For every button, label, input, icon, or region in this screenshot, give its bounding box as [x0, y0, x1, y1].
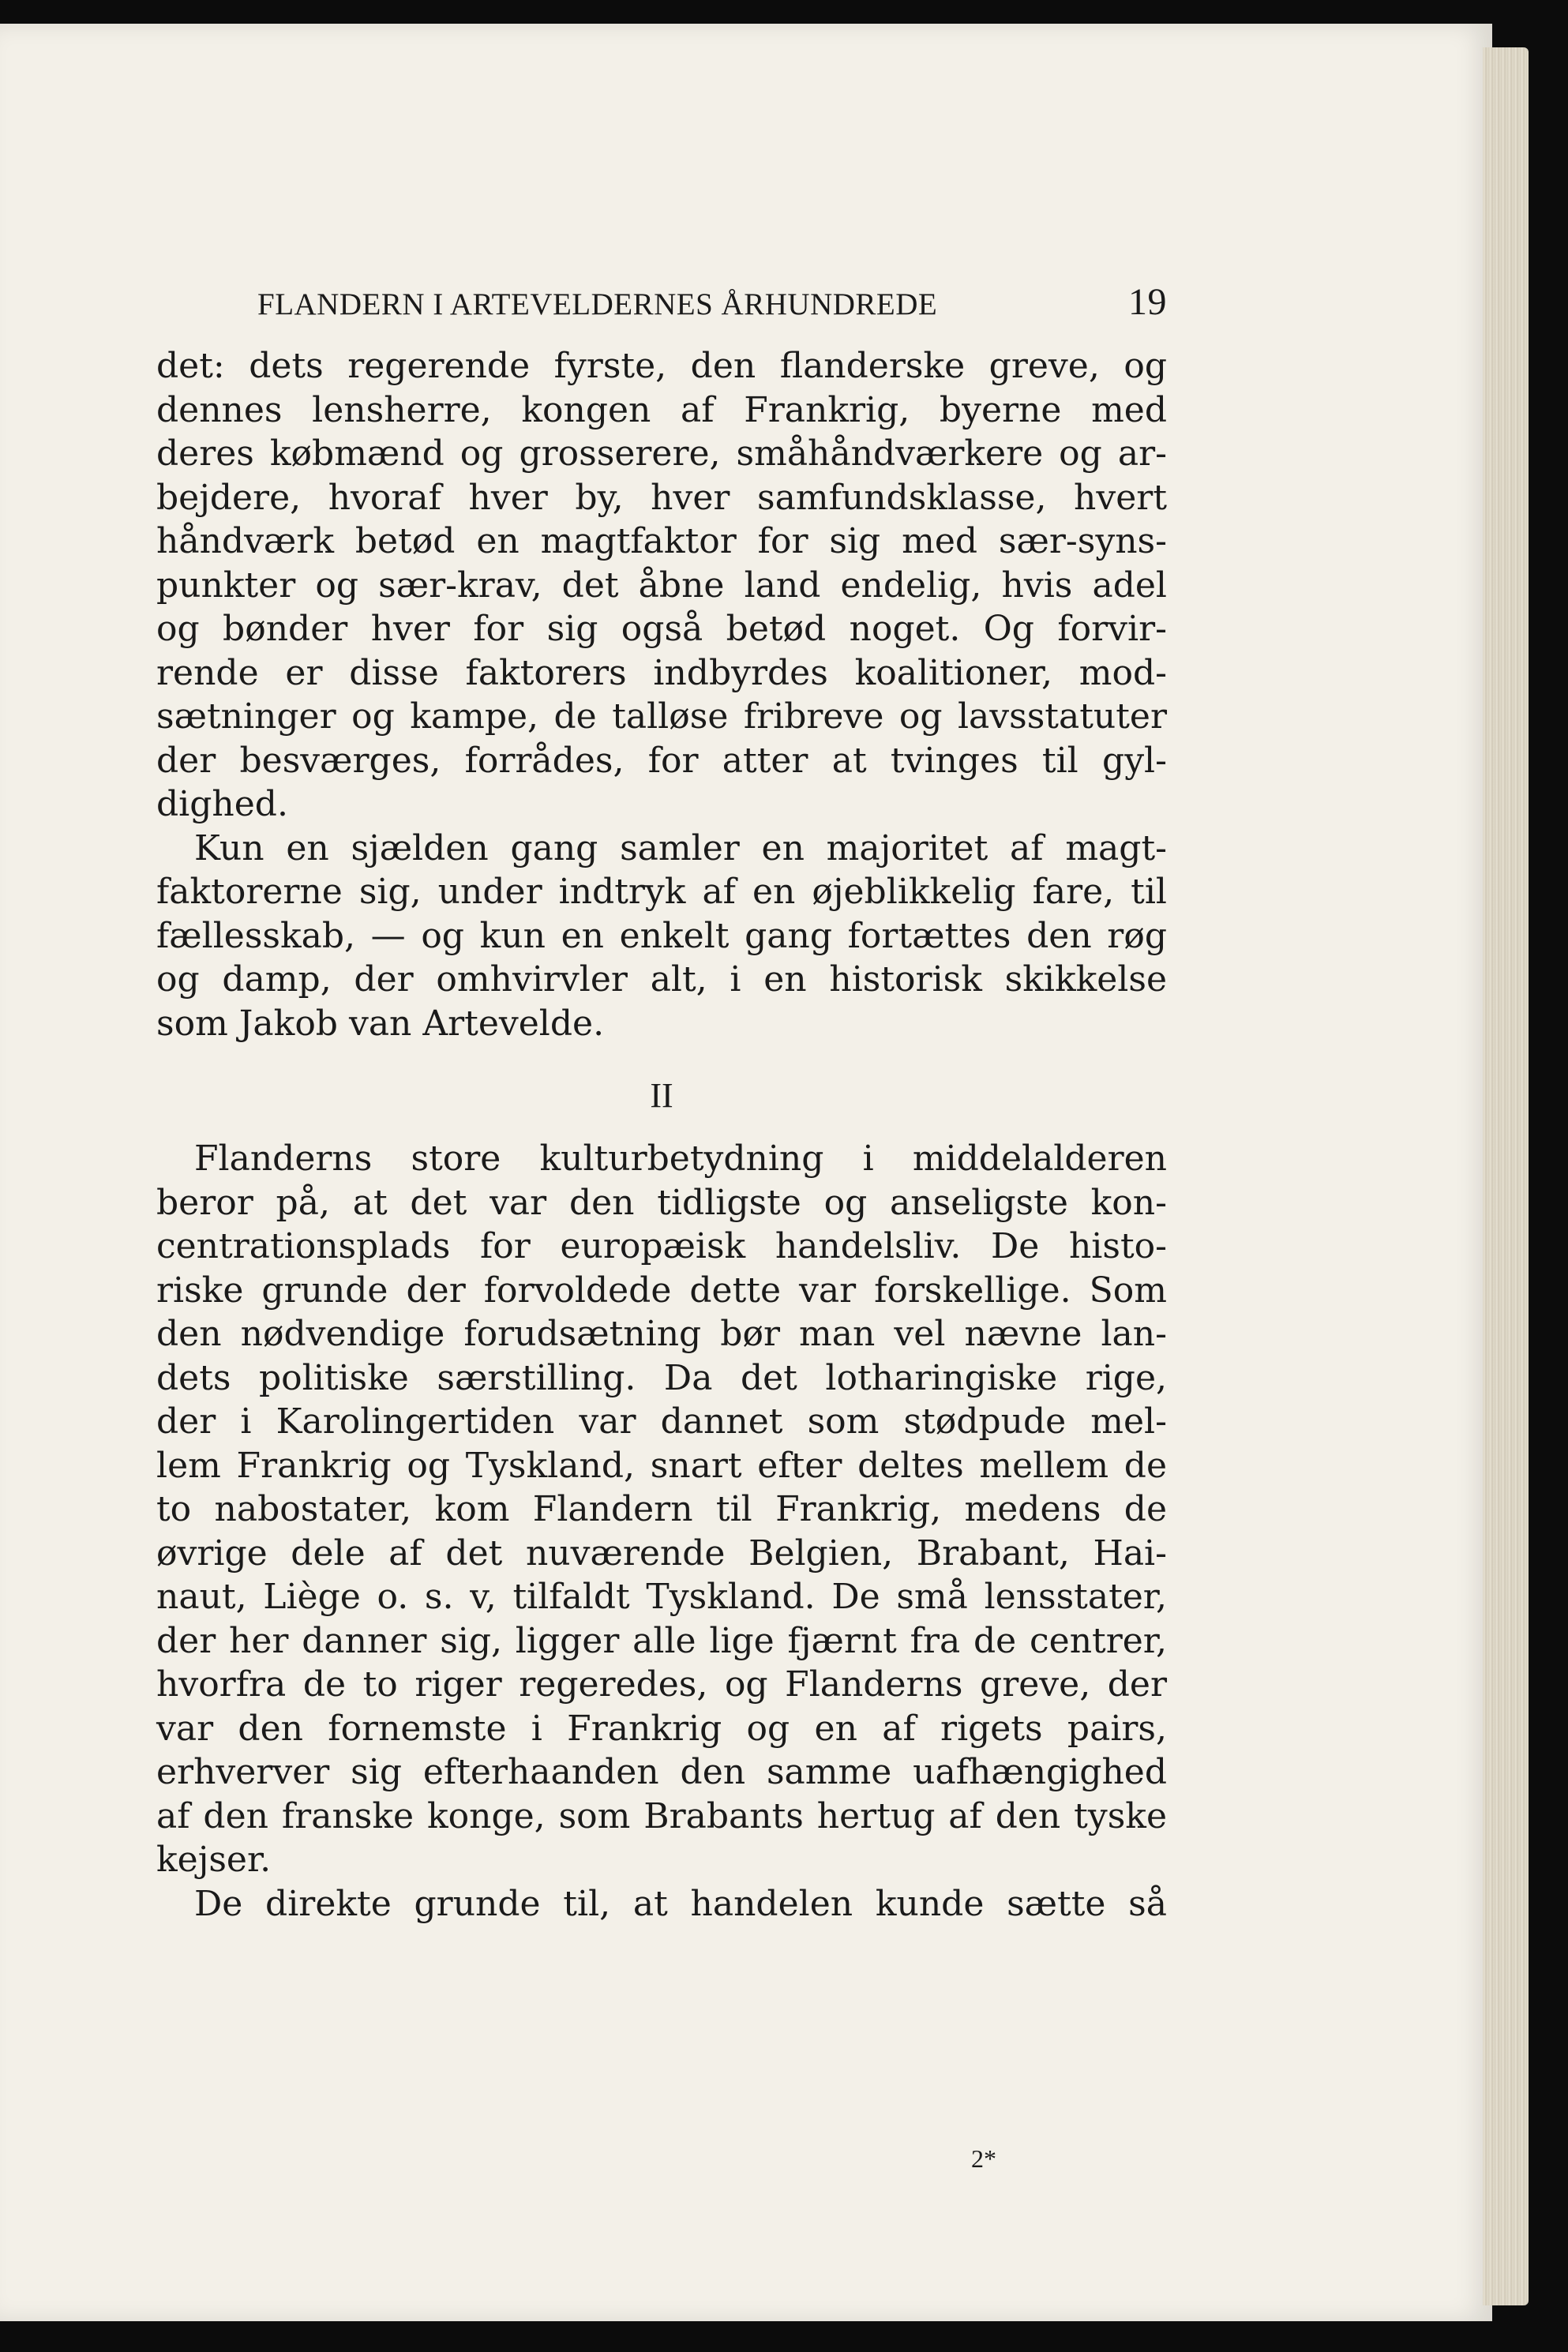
text-line: og damp, der omhvirvler alt, i en historisk skikkelse	[156, 959, 1167, 1000]
text-line: hvorfra de to riger regeredes, og Flanderns greve, der	[156, 1664, 1167, 1705]
running-title: FLANDERN I ARTEVELDERNES ÅRHUNDREDE	[257, 287, 938, 321]
text-line: deres købmænd og grosserere, småhåndværkere og ar-	[156, 433, 1167, 474]
text-line: og bønder hver for sig også betød noget. Og forvir-	[156, 609, 1167, 649]
text-line: erhverver sig efterhaanden den samme uafhængighed	[156, 1752, 1167, 1792]
text-line: lem Frankrig og Tyskland, snart efter deltes mellem de	[156, 1445, 1167, 1486]
text-line: håndværk betød en magtfaktor for sig med sær-syns-	[156, 521, 1167, 561]
text-line: fællesskab, — og kun en enkelt gang fortættes den røg	[156, 915, 1167, 956]
text-line: Kun en sjælden gang samler en majoritet af magt-	[194, 827, 1167, 868]
text-line: var den fornemste i Frankrig og en af rigets pairs,	[156, 1708, 1167, 1749]
paragraph-1	[156, 344, 1167, 827]
text-line: der i Karolingertiden var dannet som stødpude mel-	[156, 1401, 1167, 1442]
text-line: beror på, at det var den tidligste og anseligste kon-	[156, 1182, 1167, 1223]
text-line: De direkte grunde til, at handelen kunde sætte så	[194, 1883, 1167, 1924]
text-line: to nabostater, kom Flandern til Frankrig, medens de	[156, 1489, 1167, 1529]
text-line: dennes lensherre, kongen af Frankrig, byerne med	[156, 389, 1167, 430]
text-line: som Jakob van Artevelde.	[156, 1003, 605, 1044]
text-line: riske grunde der forvoldede dette var forskellige. Som	[156, 1270, 1167, 1311]
text-line: Flanderns store kulturbetydning i middelalderen	[194, 1138, 1167, 1179]
paragraph-4	[156, 1882, 1167, 1926]
text-line: faktorerne sig, under indtryk af en øjeblikkelig fare, til	[156, 872, 1167, 912]
text-line: øvrige dele af det nuværende Belgien, Brabant, Hai-	[156, 1532, 1167, 1574]
text-block	[156, 280, 1167, 1926]
text-line: der besværges, forrådes, for atter at tvinges til gyl-	[156, 740, 1167, 781]
text-line: sætninger og kampe, de talløse fribreve og lavsstatuter	[156, 696, 1167, 737]
text-line: dighed.	[156, 784, 288, 824]
text-line: der her danner sig, ligger alle lige fjærnt fra de centrer,	[156, 1620, 1167, 1661]
signature-mark: 2*	[971, 2144, 996, 2173]
page-number: 19	[1128, 281, 1167, 323]
text-line: bejdere, hvoraf hver by, hver samfundsklasse, hvert	[156, 477, 1167, 518]
text-line: dets politiske særstilling. Da det lotharingiske rige,	[156, 1357, 1167, 1398]
page-edges	[1483, 47, 1529, 2305]
text-line: den nødvendige forudsætning bør man vel nævne lan-	[156, 1314, 1167, 1354]
text-line: naut, Liège o. s. v, tilfaldt Tyskland. De små lensstater,	[156, 1577, 1167, 1617]
running-head	[156, 280, 1167, 324]
text-line: af den franske konge, som Brabants hertug af den tyske	[156, 1795, 1167, 1836]
section-heading: II	[650, 1076, 673, 1115]
paragraph-3	[156, 1137, 1167, 1882]
text-line: det: dets regerende fyrste, den flanderske greve, og	[156, 346, 1167, 386]
text-line: kejser.	[156, 1840, 272, 1880]
text-line: centrationsplads for europæisk handelsliv. De histo-	[156, 1226, 1167, 1266]
paragraph-2	[156, 827, 1167, 1046]
text-line: punkter og sær-krav, det åbne land endelig, hvis adel	[156, 565, 1167, 606]
text-line: rende er disse faktorers indbyrdes koalitioner, mod-	[156, 652, 1167, 693]
